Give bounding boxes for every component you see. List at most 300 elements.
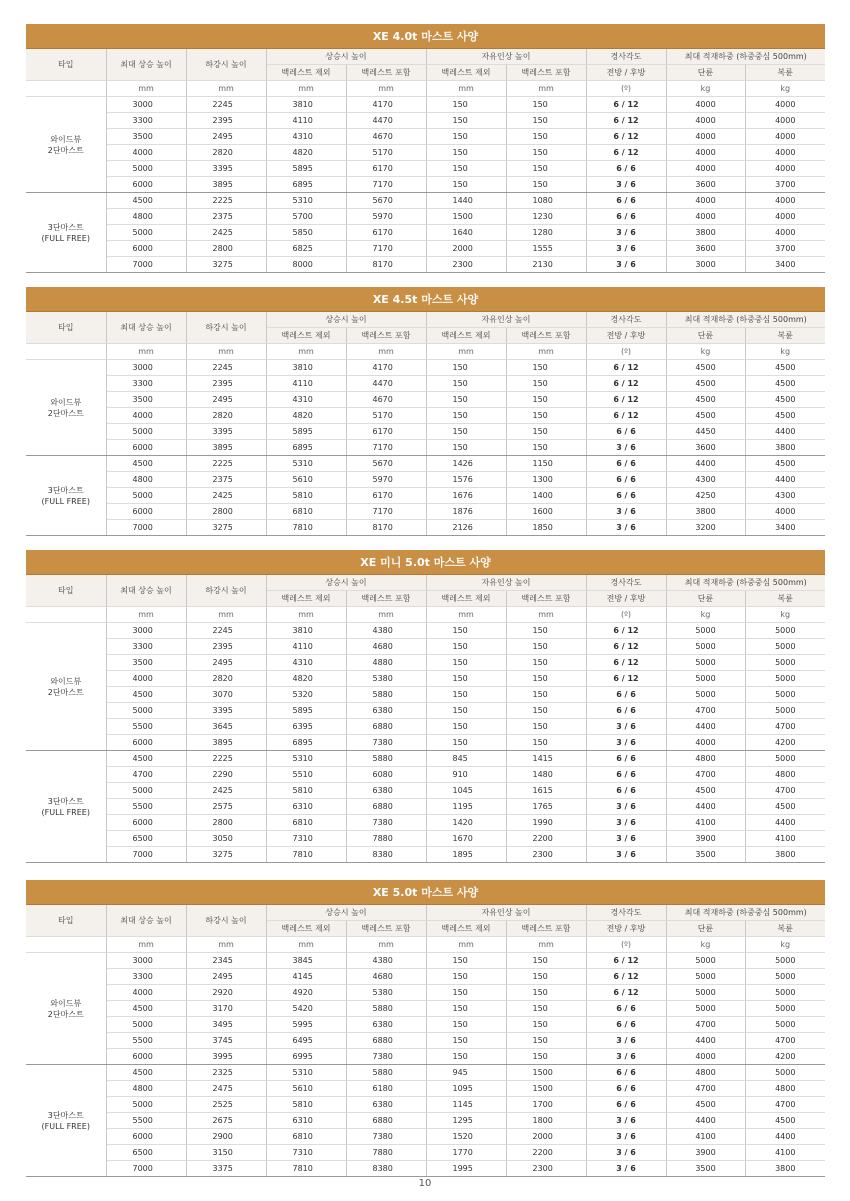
table-cell: 3800 xyxy=(745,847,825,863)
table-cell: 2290 xyxy=(186,767,266,783)
table-row xyxy=(26,1145,825,1161)
table-cell: 150 xyxy=(506,161,586,177)
unit-label: mm xyxy=(186,937,266,953)
table-cell: 3895 xyxy=(186,440,266,456)
table-cell: 5000 xyxy=(666,1001,745,1017)
table-cell: 5420 xyxy=(266,1001,346,1017)
table-cell: 1640 xyxy=(426,225,506,241)
table-cell: 6495 xyxy=(266,1033,346,1049)
header-tilt: 경사각도 xyxy=(586,49,666,65)
table-cell: 3 / 6 xyxy=(586,831,666,847)
table-cell: 3500 xyxy=(106,655,186,671)
table-cell: 7880 xyxy=(346,1145,426,1161)
table-cell: 2200 xyxy=(506,1145,586,1161)
table-cell: 3 / 6 xyxy=(586,1049,666,1065)
table-cell: 5170 xyxy=(346,145,426,161)
table-cell: 6000 xyxy=(106,504,186,520)
table-cell: 6 / 6 xyxy=(586,161,666,177)
table-cell: 3 / 6 xyxy=(586,440,666,456)
table-cell: 4700 xyxy=(745,1033,825,1049)
table-row xyxy=(26,953,825,969)
table-cell: 2820 xyxy=(186,408,266,424)
unit-blank xyxy=(26,607,106,623)
table-cell: 4000 xyxy=(666,129,745,145)
table-cell: 4300 xyxy=(666,472,745,488)
table-cell: 150 xyxy=(426,655,506,671)
table-cell: 8170 xyxy=(346,520,426,536)
table-cell: 3 / 6 xyxy=(586,225,666,241)
table-row xyxy=(26,488,825,504)
table-cell: 3000 xyxy=(666,257,745,273)
table-cell: 1045 xyxy=(426,783,506,799)
table-cell: 150 xyxy=(506,639,586,655)
table-cell: 3700 xyxy=(745,177,825,193)
header-excl-backrest: 백레스트 제외 xyxy=(426,328,506,344)
table-cell: 6000 xyxy=(106,735,186,751)
table-cell: 1500 xyxy=(506,1081,586,1097)
table-cell: 2000 xyxy=(426,241,506,257)
table-cell: 6310 xyxy=(266,1113,346,1129)
table-cell: 6500 xyxy=(106,831,186,847)
table-cell: 5000 xyxy=(745,639,825,655)
table-cell: 4470 xyxy=(346,376,426,392)
table-cell: 4000 xyxy=(745,161,825,177)
table-title: XE 미니 5.0t 마스트 사양 xyxy=(26,550,825,575)
table-cell: 4100 xyxy=(666,815,745,831)
table-cell: 6 / 12 xyxy=(586,969,666,985)
table-cell: 2325 xyxy=(186,1065,266,1081)
table-cell: 8000 xyxy=(266,257,346,273)
table-cell: 3810 xyxy=(266,360,346,376)
table-cell: 150 xyxy=(426,671,506,687)
table-cell: 6000 xyxy=(106,1129,186,1145)
table-cell: 2300 xyxy=(506,847,586,863)
table-cell: 150 xyxy=(506,623,586,639)
table-cell: 2425 xyxy=(186,488,266,504)
table-row xyxy=(26,1081,825,1097)
table-cell: 6 / 6 xyxy=(586,767,666,783)
table-cell: 4380 xyxy=(346,953,426,969)
unit-label: mm xyxy=(506,937,586,953)
table-cell: 6170 xyxy=(346,161,426,177)
table-cell: 6310 xyxy=(266,799,346,815)
table-cell: 1400 xyxy=(506,488,586,504)
table-cell: 1500 xyxy=(426,209,506,225)
mast-type-label: 3단마스트 (FULL FREE) xyxy=(26,456,106,536)
table-cell: 1426 xyxy=(426,456,506,472)
table-row xyxy=(26,671,825,687)
table-cell: 3845 xyxy=(266,953,346,969)
header-max-lift: 최대 상승 높이 xyxy=(106,575,186,607)
table-cell: 3895 xyxy=(186,735,266,751)
table-cell: 6380 xyxy=(346,1097,426,1113)
table-cell: 6080 xyxy=(346,767,426,783)
table-cell: 2820 xyxy=(186,145,266,161)
unit-blank xyxy=(26,344,106,360)
table-cell: 150 xyxy=(426,735,506,751)
table-cell: 4800 xyxy=(666,1065,745,1081)
table-cell: 4800 xyxy=(106,1081,186,1097)
table-cell: 3395 xyxy=(186,161,266,177)
table-cell: 6 / 12 xyxy=(586,392,666,408)
table-cell: 6 / 6 xyxy=(586,488,666,504)
table-cell: 1700 xyxy=(506,1097,586,1113)
table-cell: 6170 xyxy=(346,424,426,440)
table-cell: 6895 xyxy=(266,440,346,456)
table-cell: 4400 xyxy=(666,799,745,815)
unit-label: kg xyxy=(666,344,745,360)
table-cell: 6 / 6 xyxy=(586,703,666,719)
table-cell: 1600 xyxy=(506,504,586,520)
table-cell: 4670 xyxy=(346,392,426,408)
header-lowered-height: 하강시 높이 xyxy=(186,905,266,937)
table-cell: 5000 xyxy=(745,1017,825,1033)
header-double-wheel: 복륜 xyxy=(745,328,825,344)
table-cell: 4400 xyxy=(666,719,745,735)
header-incl-backrest: 백레스트 포함 xyxy=(506,921,586,937)
table-cell: 3000 xyxy=(106,97,186,113)
table-cell: 150 xyxy=(426,145,506,161)
table-row xyxy=(26,161,825,177)
table-cell: 2225 xyxy=(186,751,266,767)
table-cell: 3600 xyxy=(666,440,745,456)
table-row xyxy=(26,639,825,655)
table-cell: 6 / 12 xyxy=(586,623,666,639)
table-cell: 6180 xyxy=(346,1081,426,1097)
header-free-lift: 자유인상 높이 xyxy=(426,49,586,65)
header-tilt: 경사각도 xyxy=(586,905,666,921)
table-row xyxy=(26,767,825,783)
spec-table-section xyxy=(26,880,825,1177)
header-incl-backrest: 백레스트 포함 xyxy=(506,65,586,81)
table-cell: 4110 xyxy=(266,376,346,392)
table-cell: 6170 xyxy=(346,225,426,241)
table-cell: 150 xyxy=(506,1049,586,1065)
unit-label: mm xyxy=(346,81,426,97)
table-cell: 3 / 6 xyxy=(586,1161,666,1177)
table-row xyxy=(26,751,825,767)
header-incl-backrest: 백레스트 포함 xyxy=(346,328,426,344)
table-cell: 150 xyxy=(426,687,506,703)
table-cell: 4000 xyxy=(666,193,745,209)
table-cell: 7380 xyxy=(346,1129,426,1145)
header-front-rear: 전방 / 후방 xyxy=(586,591,666,607)
table-cell: 150 xyxy=(426,719,506,735)
table-cell: 5880 xyxy=(346,1065,426,1081)
header-capacity: 최대 적재하중 (하중중심 500mm) xyxy=(666,312,825,328)
unit-label: mm xyxy=(506,81,586,97)
table-cell: 4500 xyxy=(106,1001,186,1017)
table-cell: 6 / 12 xyxy=(586,360,666,376)
table-cell: 150 xyxy=(426,177,506,193)
table-cell: 1895 xyxy=(426,847,506,863)
table-cell: 4450 xyxy=(666,424,745,440)
table-cell: 150 xyxy=(506,376,586,392)
table-row xyxy=(26,783,825,799)
header-type: 타입 xyxy=(26,905,106,937)
unit-label: mm xyxy=(346,607,426,623)
table-cell: 2800 xyxy=(186,241,266,257)
table-cell: 1280 xyxy=(506,225,586,241)
header-incl-backrest: 백레스트 포함 xyxy=(346,591,426,607)
table-row xyxy=(26,408,825,424)
table-cell: 150 xyxy=(506,953,586,969)
header-excl-backrest: 백레스트 제외 xyxy=(266,591,346,607)
table-cell: 4500 xyxy=(666,392,745,408)
table-cell: 3500 xyxy=(106,129,186,145)
table-cell: 3000 xyxy=(106,953,186,969)
table-row xyxy=(26,815,825,831)
table-cell: 5000 xyxy=(106,1097,186,1113)
header-raised-height: 상승시 높이 xyxy=(266,575,426,591)
table-cell: 5610 xyxy=(266,1081,346,1097)
header-single-wheel: 단륜 xyxy=(666,921,745,937)
table-cell: 4500 xyxy=(106,456,186,472)
header-incl-backrest: 백레스트 포함 xyxy=(346,65,426,81)
header-lowered-height: 하강시 높이 xyxy=(186,575,266,607)
table-row xyxy=(26,424,825,440)
table-row xyxy=(26,360,825,376)
table-cell: 4470 xyxy=(346,113,426,129)
table-cell: 845 xyxy=(426,751,506,767)
table-cell: 2300 xyxy=(426,257,506,273)
table-cell: 4700 xyxy=(745,719,825,735)
table-cell: 4000 xyxy=(666,145,745,161)
header-excl-backrest: 백레스트 제외 xyxy=(426,591,506,607)
table-row xyxy=(26,440,825,456)
table-cell: 7000 xyxy=(106,1161,186,1177)
unit-label: (º) xyxy=(586,81,666,97)
table-cell: 6 / 12 xyxy=(586,145,666,161)
table-cell: 6000 xyxy=(106,815,186,831)
table-cell: 5000 xyxy=(106,225,186,241)
table-cell: 1230 xyxy=(506,209,586,225)
table-cell: 4000 xyxy=(106,145,186,161)
table-cell: 150 xyxy=(506,655,586,671)
table-cell: 4500 xyxy=(666,376,745,392)
table-cell: 2495 xyxy=(186,655,266,671)
table-cell: 5310 xyxy=(266,1065,346,1081)
table-cell: 5000 xyxy=(745,623,825,639)
table-cell: 150 xyxy=(506,735,586,751)
table-cell: 5000 xyxy=(106,1017,186,1033)
table-cell: 5500 xyxy=(106,799,186,815)
header-incl-backrest: 백레스트 포함 xyxy=(346,921,426,937)
table-cell: 4400 xyxy=(745,815,825,831)
table-cell: 3375 xyxy=(186,1161,266,1177)
table-row xyxy=(26,193,825,209)
table-cell: 1095 xyxy=(426,1081,506,1097)
table-cell: 6 / 12 xyxy=(586,97,666,113)
table-cell: 6895 xyxy=(266,177,346,193)
table-cell: 1676 xyxy=(426,488,506,504)
header-single-wheel: 단륜 xyxy=(666,65,745,81)
table-cell: 5700 xyxy=(266,209,346,225)
table-cell: 150 xyxy=(426,1049,506,1065)
table-cell: 3300 xyxy=(106,376,186,392)
table-row xyxy=(26,209,825,225)
table-cell: 3275 xyxy=(186,257,266,273)
table-cell: 5000 xyxy=(666,639,745,655)
mast-type-label: 3단마스트 (FULL FREE) xyxy=(26,193,106,273)
table-cell: 6 / 6 xyxy=(586,687,666,703)
table-cell: 8380 xyxy=(346,847,426,863)
table-cell: 4500 xyxy=(745,799,825,815)
unit-blank xyxy=(26,937,106,953)
spec-table xyxy=(26,49,825,273)
unit-label: mm xyxy=(346,937,426,953)
table-cell: 150 xyxy=(506,113,586,129)
unit-label: mm xyxy=(106,607,186,623)
table-cell: 5895 xyxy=(266,424,346,440)
spec-table xyxy=(26,905,825,1177)
table-cell: 6895 xyxy=(266,735,346,751)
table-cell: 4000 xyxy=(745,145,825,161)
table-cell: 4145 xyxy=(266,969,346,985)
table-cell: 5000 xyxy=(745,751,825,767)
table-cell: 7000 xyxy=(106,257,186,273)
table-cell: 150 xyxy=(426,113,506,129)
table-cell: 2900 xyxy=(186,1129,266,1145)
table-cell: 5310 xyxy=(266,456,346,472)
table-cell: 3000 xyxy=(106,360,186,376)
unit-label: mm xyxy=(426,344,506,360)
table-cell: 3600 xyxy=(666,177,745,193)
table-cell: 5000 xyxy=(666,953,745,969)
table-row xyxy=(26,1097,825,1113)
table-cell: 4000 xyxy=(666,161,745,177)
table-cell: 4500 xyxy=(106,193,186,209)
table-cell: 5000 xyxy=(666,985,745,1001)
table-cell: 2345 xyxy=(186,953,266,969)
unit-label: mm xyxy=(266,81,346,97)
table-row xyxy=(26,623,825,639)
table-cell: 7000 xyxy=(106,847,186,863)
table-row xyxy=(26,225,825,241)
header-max-lift: 최대 상승 높이 xyxy=(106,905,186,937)
table-row xyxy=(26,1113,825,1129)
table-row xyxy=(26,129,825,145)
table-cell: 4380 xyxy=(346,623,426,639)
table-cell: 4200 xyxy=(745,735,825,751)
table-cell: 5000 xyxy=(745,969,825,985)
header-double-wheel: 복륜 xyxy=(745,65,825,81)
table-cell: 7380 xyxy=(346,735,426,751)
table-cell: 2495 xyxy=(186,129,266,145)
table-cell: 4500 xyxy=(745,408,825,424)
table-cell: 2225 xyxy=(186,193,266,209)
table-cell: 4170 xyxy=(346,360,426,376)
header-incl-backrest: 백레스트 포함 xyxy=(506,591,586,607)
header-excl-backrest: 백레스트 제외 xyxy=(426,921,506,937)
table-cell: 3900 xyxy=(666,831,745,847)
mast-type-label: 3단마스트 (FULL FREE) xyxy=(26,1065,106,1177)
table-cell: 5380 xyxy=(346,671,426,687)
table-cell: 2000 xyxy=(506,1129,586,1145)
table-cell: 150 xyxy=(426,1001,506,1017)
table-cell: 150 xyxy=(506,671,586,687)
header-double-wheel: 복륜 xyxy=(745,921,825,937)
table-cell: 5320 xyxy=(266,687,346,703)
table-cell: 4500 xyxy=(666,1097,745,1113)
unit-label: kg xyxy=(745,344,825,360)
table-cell: 3600 xyxy=(666,241,745,257)
table-cell: 5895 xyxy=(266,703,346,719)
table-cell: 4700 xyxy=(666,1017,745,1033)
table-cell: 7380 xyxy=(346,815,426,831)
table-cell: 4110 xyxy=(266,113,346,129)
table-cell: 150 xyxy=(506,440,586,456)
table-cell: 4310 xyxy=(266,655,346,671)
table-cell: 4500 xyxy=(666,360,745,376)
table-cell: 150 xyxy=(506,177,586,193)
table-cell: 3 / 6 xyxy=(586,815,666,831)
table-cell: 4500 xyxy=(745,456,825,472)
table-cell: 5000 xyxy=(745,1065,825,1081)
unit-label: kg xyxy=(666,607,745,623)
table-cell: 1576 xyxy=(426,472,506,488)
table-cell: 5380 xyxy=(346,985,426,1001)
table-cell: 5000 xyxy=(106,783,186,799)
table-cell: 4000 xyxy=(745,504,825,520)
table-cell: 3745 xyxy=(186,1033,266,1049)
table-cell: 4700 xyxy=(666,1081,745,1097)
table-cell: 3000 xyxy=(106,623,186,639)
table-cell: 6 / 12 xyxy=(586,129,666,145)
unit-label: mm xyxy=(186,81,266,97)
table-cell: 2126 xyxy=(426,520,506,536)
header-excl-backrest: 백레스트 제외 xyxy=(426,65,506,81)
table-cell: 4100 xyxy=(666,1129,745,1145)
table-cell: 5510 xyxy=(266,767,346,783)
table-cell: 7000 xyxy=(106,520,186,536)
table-cell: 3 / 6 xyxy=(586,719,666,735)
table-cell: 3500 xyxy=(666,847,745,863)
table-cell: 2245 xyxy=(186,360,266,376)
table-cell: 3395 xyxy=(186,703,266,719)
unit-label: kg xyxy=(666,937,745,953)
table-cell: 2495 xyxy=(186,969,266,985)
table-cell: 150 xyxy=(426,1033,506,1049)
unit-label: mm xyxy=(266,937,346,953)
table-cell: 6 / 12 xyxy=(586,376,666,392)
table-row xyxy=(26,177,825,193)
table-cell: 5895 xyxy=(266,161,346,177)
table-cell: 6 / 6 xyxy=(586,424,666,440)
table-cell: 2395 xyxy=(186,376,266,392)
table-cell: 3 / 6 xyxy=(586,735,666,751)
table-cell: 1295 xyxy=(426,1113,506,1129)
table-cell: 2375 xyxy=(186,472,266,488)
table-cell: 4200 xyxy=(745,1049,825,1065)
page-number: 10 xyxy=(418,1178,432,1189)
table-cell: 4500 xyxy=(666,783,745,799)
table-cell: 6 / 6 xyxy=(586,209,666,225)
table-cell: 4250 xyxy=(666,488,745,504)
table-title: XE 5.0t 마스트 사양 xyxy=(26,880,825,905)
table-cell: 4500 xyxy=(106,751,186,767)
unit-label: mm xyxy=(426,937,506,953)
unit-label: kg xyxy=(745,607,825,623)
table-cell: 5310 xyxy=(266,751,346,767)
table-cell: 4300 xyxy=(745,488,825,504)
table-cell: 4000 xyxy=(745,97,825,113)
table-cell: 150 xyxy=(506,1017,586,1033)
table-cell: 4700 xyxy=(666,767,745,783)
header-capacity: 최대 적재하중 (하중중심 500mm) xyxy=(666,905,825,921)
table-cell: 2300 xyxy=(506,1161,586,1177)
header-double-wheel: 복륜 xyxy=(745,591,825,607)
